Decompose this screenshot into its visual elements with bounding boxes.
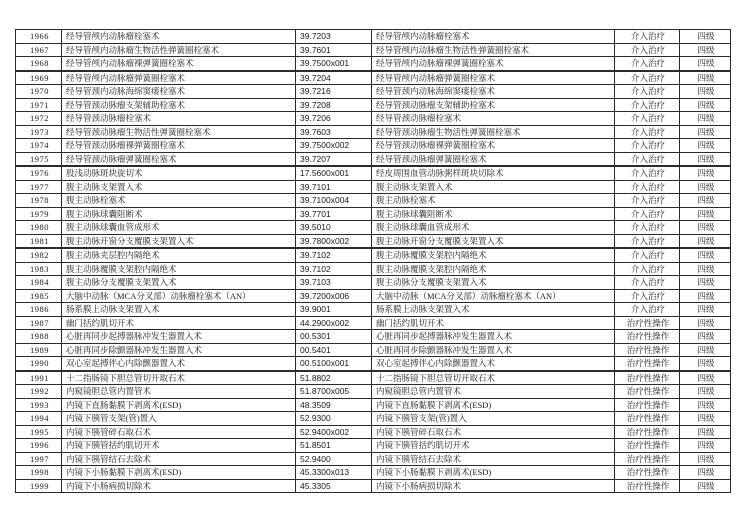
category-cell: 介入治疗 xyxy=(615,112,680,126)
code-cell: 39.7204 xyxy=(296,71,372,85)
category-cell: 介入治疗 xyxy=(615,207,680,221)
category-cell: 介入治疗 xyxy=(615,248,680,262)
standard-name-cell: 腹主动脉栓塞术 xyxy=(372,194,615,208)
code-cell: 17.5600x001 xyxy=(296,166,372,180)
table-row xyxy=(16,248,731,262)
level-cell: 四级 xyxy=(680,112,731,126)
level-cell: 四级 xyxy=(680,330,731,344)
procedure-name-cell: 内镜下胰管支架(管)置入 xyxy=(62,412,296,426)
table-row xyxy=(16,316,731,330)
level-cell: 四级 xyxy=(680,43,731,57)
level-cell: 四级 xyxy=(680,466,731,480)
standard-name-cell: 幽门括约肌切开术 xyxy=(372,316,615,330)
category-cell: 介入治疗 xyxy=(615,125,680,139)
level-cell: 四级 xyxy=(680,371,731,385)
level-cell: 四级 xyxy=(680,398,731,412)
seq-cell: 1976 xyxy=(16,166,62,180)
standard-name-cell: 内镜下小肠黏膜下剥离术(ESD) xyxy=(372,466,615,480)
level-cell: 四级 xyxy=(680,85,731,99)
level-cell: 四级 xyxy=(680,357,731,371)
table-row xyxy=(16,30,731,44)
procedure-name-cell: 经导管颈动脉瘤栓塞术 xyxy=(62,112,296,126)
category-cell: 治疗性操作 xyxy=(615,343,680,357)
level-cell: 四级 xyxy=(680,125,731,139)
category-cell: 治疗性操作 xyxy=(615,439,680,453)
standard-name-cell: 经皮周围血管动脉粥样斑块切除术 xyxy=(372,166,615,180)
procedure-name-cell: 内镜下直肠黏膜下剥离术(ESD) xyxy=(62,398,296,412)
procedure-name-cell: 内镜下小肠黏膜下剥离术(ESD) xyxy=(62,466,296,480)
procedure-name-cell: 心脏再同步除颤器脉冲发生器置入术 xyxy=(62,343,296,357)
procedure-name-cell: 腹主动脉球囊血管成形术 xyxy=(62,221,296,235)
seq-cell: 1974 xyxy=(16,139,62,153)
seq-cell: 1986 xyxy=(16,303,62,317)
code-cell: 39.7603 xyxy=(296,125,372,139)
table-row xyxy=(16,303,731,317)
code-cell: 00.5301 xyxy=(296,330,372,344)
standard-name-cell: 腹主动脉覆膜支架腔内隔绝术 xyxy=(372,262,615,276)
level-cell: 四级 xyxy=(680,180,731,194)
table-row xyxy=(16,85,731,99)
seq-cell: 1967 xyxy=(16,43,62,57)
procedure-name-cell: 内窥镜胆总管内置管术 xyxy=(62,385,296,399)
seq-cell: 1981 xyxy=(16,234,62,248)
category-cell: 介入治疗 xyxy=(615,71,680,85)
table-row xyxy=(16,371,731,385)
procedure-name-cell: 经导管颈动脉瘤生物活性弹簧圈栓塞术 xyxy=(62,125,296,139)
level-cell: 四级 xyxy=(680,412,731,426)
procedure-grade-table xyxy=(15,29,731,493)
standard-name-cell: 经导管颈内动脉海绵窦瘘栓塞术 xyxy=(372,85,615,99)
standard-name-cell: 内窥镜胆总管内置管术 xyxy=(372,385,615,399)
table-row xyxy=(16,71,731,85)
table-row xyxy=(16,207,731,221)
level-cell: 四级 xyxy=(680,439,731,453)
seq-cell: 1968 xyxy=(16,57,62,71)
level-cell: 四级 xyxy=(680,152,731,166)
procedure-name-cell: 大脑中动脉（MCA分叉部）动脉瘤栓塞术（AN） xyxy=(62,289,296,303)
code-cell: 45.3300x013 xyxy=(296,466,372,480)
table-row xyxy=(16,234,731,248)
seq-cell: 1992 xyxy=(16,385,62,399)
procedure-name-cell: 十二指肠镜下胆总管切开取石术 xyxy=(62,371,296,385)
seq-cell: 1966 xyxy=(16,30,62,44)
code-cell: 39.7102 xyxy=(296,248,372,262)
procedure-name-cell: 内镜下胰管结石去除术 xyxy=(62,452,296,466)
code-cell: 39.5010 xyxy=(296,221,372,235)
code-cell: 39.7100x004 xyxy=(296,194,372,208)
category-cell: 治疗性操作 xyxy=(615,357,680,371)
level-cell: 四级 xyxy=(680,30,731,44)
code-cell: 39.9001 xyxy=(296,303,372,317)
table-row xyxy=(16,479,731,493)
procedure-name-cell: 内镜下胰管碎石取石术 xyxy=(62,425,296,439)
category-cell: 介入治疗 xyxy=(615,289,680,303)
table-row xyxy=(16,357,731,371)
level-cell: 四级 xyxy=(680,98,731,112)
seq-cell: 1996 xyxy=(16,439,62,453)
category-cell: 介入治疗 xyxy=(615,166,680,180)
level-cell: 四级 xyxy=(680,276,731,290)
procedure-name-cell: 经导管颅内动脉瘤生物活性弹簧圈栓塞术 xyxy=(62,43,296,57)
procedure-name-cell: 幽门括约肌切开术 xyxy=(62,316,296,330)
table-row xyxy=(16,43,731,57)
procedure-name-cell: 腹主动脉分支覆膜支架置入术 xyxy=(62,276,296,290)
level-cell: 四级 xyxy=(680,479,731,493)
seq-cell: 1971 xyxy=(16,98,62,112)
standard-name-cell: 腹主动脉支架置入术 xyxy=(372,180,615,194)
procedure-name-cell: 心脏再同步起搏器脉冲发生器置入术 xyxy=(62,330,296,344)
code-cell: 39.7200x006 xyxy=(296,289,372,303)
category-cell: 治疗性操作 xyxy=(615,479,680,493)
code-cell: 52.9300 xyxy=(296,412,372,426)
table-row xyxy=(16,425,731,439)
level-cell: 四级 xyxy=(680,425,731,439)
category-cell: 治疗性操作 xyxy=(615,452,680,466)
standard-name-cell: 腹主动脉覆膜支架腔内隔绝术 xyxy=(372,248,615,262)
level-cell: 四级 xyxy=(680,71,731,85)
category-cell: 介入治疗 xyxy=(615,152,680,166)
procedure-name-cell: 经导管颈动脉瘤支架辅助栓塞术 xyxy=(62,98,296,112)
standard-name-cell: 内镜下胰管支架(管)置入 xyxy=(372,412,615,426)
procedure-name-cell: 腹主动脉开窗分支覆膜支架置入术 xyxy=(62,234,296,248)
seq-cell: 1975 xyxy=(16,152,62,166)
code-cell: 44.2900x002 xyxy=(296,316,372,330)
seq-cell: 1985 xyxy=(16,289,62,303)
code-cell: 52.9400x002 xyxy=(296,425,372,439)
procedure-name-cell: 经导管颈动脉瘤弹簧圈栓塞术 xyxy=(62,152,296,166)
procedure-name-cell: 股浅动脉斑块旋切术 xyxy=(62,166,296,180)
seq-cell: 1970 xyxy=(16,85,62,99)
level-cell: 四级 xyxy=(680,316,731,330)
level-cell: 四级 xyxy=(680,248,731,262)
code-cell: 45.3305 xyxy=(296,479,372,493)
category-cell: 介入治疗 xyxy=(615,262,680,276)
level-cell: 四级 xyxy=(680,385,731,399)
table-row xyxy=(16,276,731,290)
level-cell: 四级 xyxy=(680,221,731,235)
procedure-name-cell: 双心室起搏伴心内除颤器置入术 xyxy=(62,357,296,371)
code-cell: 39.7101 xyxy=(296,180,372,194)
table-row xyxy=(16,412,731,426)
seq-cell: 1991 xyxy=(16,371,62,385)
standard-name-cell: 腹主动脉球囊血管成形术 xyxy=(372,221,615,235)
category-cell: 介入治疗 xyxy=(615,98,680,112)
level-cell: 四级 xyxy=(680,303,731,317)
code-cell: 00.5401 xyxy=(296,343,372,357)
level-cell: 四级 xyxy=(680,343,731,357)
table-row xyxy=(16,194,731,208)
level-cell: 四级 xyxy=(680,57,731,71)
procedure-name-cell: 内镜下胰管括约肌切开术 xyxy=(62,439,296,453)
standard-name-cell: 腹主动脉开窗分支覆膜支架置入术 xyxy=(372,234,615,248)
category-cell: 治疗性操作 xyxy=(615,398,680,412)
seq-cell: 1984 xyxy=(16,276,62,290)
standard-name-cell: 经导管颈动脉瘤支架辅助栓塞术 xyxy=(372,98,615,112)
category-cell: 介入治疗 xyxy=(615,85,680,99)
category-cell: 介入治疗 xyxy=(615,194,680,208)
seq-cell: 1969 xyxy=(16,71,62,85)
code-cell: 00.5100x001 xyxy=(296,357,372,371)
seq-cell: 1988 xyxy=(16,330,62,344)
category-cell: 治疗性操作 xyxy=(615,371,680,385)
standard-name-cell: 内镜下胰管碎石取石术 xyxy=(372,425,615,439)
category-cell: 治疗性操作 xyxy=(615,330,680,344)
table-row xyxy=(16,166,731,180)
table-row xyxy=(16,112,731,126)
standard-name-cell: 内镜下小肠病损切除术 xyxy=(372,479,615,493)
seq-cell: 1977 xyxy=(16,180,62,194)
procedure-name-cell: 经导管颈内动脉海绵窦瘘栓塞术 xyxy=(62,85,296,99)
standard-name-cell: 内镜下直肠黏膜下剥离术(ESD) xyxy=(372,398,615,412)
standard-name-cell: 腹主动脉球囊阻断术 xyxy=(372,207,615,221)
seq-cell: 1989 xyxy=(16,343,62,357)
level-cell: 四级 xyxy=(680,166,731,180)
seq-cell: 1990 xyxy=(16,357,62,371)
seq-cell: 1979 xyxy=(16,207,62,221)
standard-name-cell: 经导管颈动脉瘤栓塞术 xyxy=(372,112,615,126)
level-cell: 四级 xyxy=(680,262,731,276)
category-cell: 介入治疗 xyxy=(615,234,680,248)
table-row xyxy=(16,330,731,344)
standard-name-cell: 心脏再同步除颤器脉冲发生器置入术 xyxy=(372,343,615,357)
table-row xyxy=(16,398,731,412)
standard-name-cell: 腹主动脉分支覆膜支架置入术 xyxy=(372,276,615,290)
category-cell: 治疗性操作 xyxy=(615,425,680,439)
level-cell: 四级 xyxy=(680,234,731,248)
table-row xyxy=(16,125,731,139)
code-cell: 39.7701 xyxy=(296,207,372,221)
procedure-name-cell: 腹主动脉覆膜支架腔内隔绝术 xyxy=(62,262,296,276)
seq-cell: 1972 xyxy=(16,112,62,126)
seq-cell: 1995 xyxy=(16,425,62,439)
table-row xyxy=(16,180,731,194)
standard-name-cell: 经导管颅内动脉瘤弹簧圈栓塞术 xyxy=(372,71,615,85)
code-cell: 39.7203 xyxy=(296,30,372,44)
standard-name-cell: 内镜下胰管括约肌切开术 xyxy=(372,439,615,453)
category-cell: 治疗性操作 xyxy=(615,385,680,399)
standard-name-cell: 双心室起搏伴心内除颤器置入术 xyxy=(372,357,615,371)
code-cell: 39.7206 xyxy=(296,112,372,126)
standard-name-cell: 经导管颅内动脉瘤裸弹簧圈栓塞术 xyxy=(372,57,615,71)
category-cell: 治疗性操作 xyxy=(615,466,680,480)
level-cell: 四级 xyxy=(680,194,731,208)
seq-cell: 1973 xyxy=(16,125,62,139)
table-row xyxy=(16,139,731,153)
seq-cell: 1982 xyxy=(16,248,62,262)
procedure-name-cell: 经导管颅内动脉瘤裸弹簧圈栓塞术 xyxy=(62,57,296,71)
code-cell: 39.7500x001 xyxy=(296,57,372,71)
table-row xyxy=(16,466,731,480)
seq-cell: 1983 xyxy=(16,262,62,276)
category-cell: 介入治疗 xyxy=(615,221,680,235)
code-cell: 48.3509 xyxy=(296,398,372,412)
category-cell: 介入治疗 xyxy=(615,180,680,194)
category-cell: 介入治疗 xyxy=(615,303,680,317)
code-cell: 39.7102 xyxy=(296,262,372,276)
level-cell: 四级 xyxy=(680,452,731,466)
category-cell: 介入治疗 xyxy=(615,43,680,57)
code-cell: 39.7601 xyxy=(296,43,372,57)
code-cell: 51.8802 xyxy=(296,371,372,385)
code-cell: 52.9400 xyxy=(296,452,372,466)
table-row xyxy=(16,439,731,453)
standard-name-cell: 心脏再同步起搏器脉冲发生器置入术 xyxy=(372,330,615,344)
seq-cell: 1994 xyxy=(16,412,62,426)
procedure-name-cell: 腹主动脉栓塞术 xyxy=(62,194,296,208)
standard-name-cell: 十二指肠镜下胆总管切开取石术 xyxy=(372,371,615,385)
procedure-name-cell: 腹主动脉夹层腔内隔绝术 xyxy=(62,248,296,262)
standard-name-cell: 经导管颅内动脉瘤生物活性弹簧圈栓塞术 xyxy=(372,43,615,57)
procedure-name-cell: 经导管颅内动脉瘤弹簧圈栓塞术 xyxy=(62,71,296,85)
category-cell: 介入治疗 xyxy=(615,57,680,71)
table-row xyxy=(16,262,731,276)
code-cell: 39.7800x002 xyxy=(296,234,372,248)
category-cell: 介入治疗 xyxy=(615,139,680,153)
table-row xyxy=(16,152,731,166)
standard-name-cell: 内镜下胰管结石去除术 xyxy=(372,452,615,466)
table-row xyxy=(16,289,731,303)
category-cell: 介入治疗 xyxy=(615,30,680,44)
standard-name-cell: 经导管颈动脉瘤生物活性弹簧圈栓塞术 xyxy=(372,125,615,139)
table-row xyxy=(16,57,731,71)
code-cell: 39.7500x002 xyxy=(296,139,372,153)
table-row xyxy=(16,343,731,357)
procedure-name-cell: 肠系膜上动脉支架置入术 xyxy=(62,303,296,317)
code-cell: 39.7103 xyxy=(296,276,372,290)
seq-cell: 1987 xyxy=(16,316,62,330)
level-cell: 四级 xyxy=(680,207,731,221)
procedure-grade-table-body xyxy=(16,30,731,493)
standard-name-cell: 肠系膜上动脉支架置入术 xyxy=(372,303,615,317)
category-cell: 治疗性操作 xyxy=(615,316,680,330)
table-row xyxy=(16,385,731,399)
seq-cell: 1998 xyxy=(16,466,62,480)
table-row xyxy=(16,98,731,112)
procedure-name-cell: 经导管颈动脉瘤裸弹簧圈栓塞术 xyxy=(62,139,296,153)
code-cell: 39.7216 xyxy=(296,85,372,99)
level-cell: 四级 xyxy=(680,139,731,153)
seq-cell: 1980 xyxy=(16,221,62,235)
table-row xyxy=(16,452,731,466)
code-cell: 51.8700x005 xyxy=(296,385,372,399)
code-cell: 51.8501 xyxy=(296,439,372,453)
seq-cell: 1993 xyxy=(16,398,62,412)
seq-cell: 1978 xyxy=(16,194,62,208)
procedure-name-cell: 内镜下小肠病损切除术 xyxy=(62,479,296,493)
seq-cell: 1997 xyxy=(16,452,62,466)
standard-name-cell: 经导管颅内动脉瘤栓塞术 xyxy=(372,30,615,44)
category-cell: 治疗性操作 xyxy=(615,412,680,426)
level-cell: 四级 xyxy=(680,289,731,303)
standard-name-cell: 大脑中动脉（MCA分叉部）动脉瘤栓塞术（AN） xyxy=(372,289,615,303)
category-cell: 介入治疗 xyxy=(615,276,680,290)
table-row xyxy=(16,221,731,235)
standard-name-cell: 经导管颈动脉瘤裸弹簧圈栓塞术 xyxy=(372,139,615,153)
code-cell: 39.7207 xyxy=(296,152,372,166)
code-cell: 39.7208 xyxy=(296,98,372,112)
procedure-name-cell: 经导管颅内动脉瘤栓塞术 xyxy=(62,30,296,44)
procedure-name-cell: 腹主动脉球囊阻断术 xyxy=(62,207,296,221)
seq-cell: 1999 xyxy=(16,479,62,493)
standard-name-cell: 经导管颈动脉瘤弹簧圈栓塞术 xyxy=(372,152,615,166)
procedure-name-cell: 腹主动脉支架置入术 xyxy=(62,180,296,194)
